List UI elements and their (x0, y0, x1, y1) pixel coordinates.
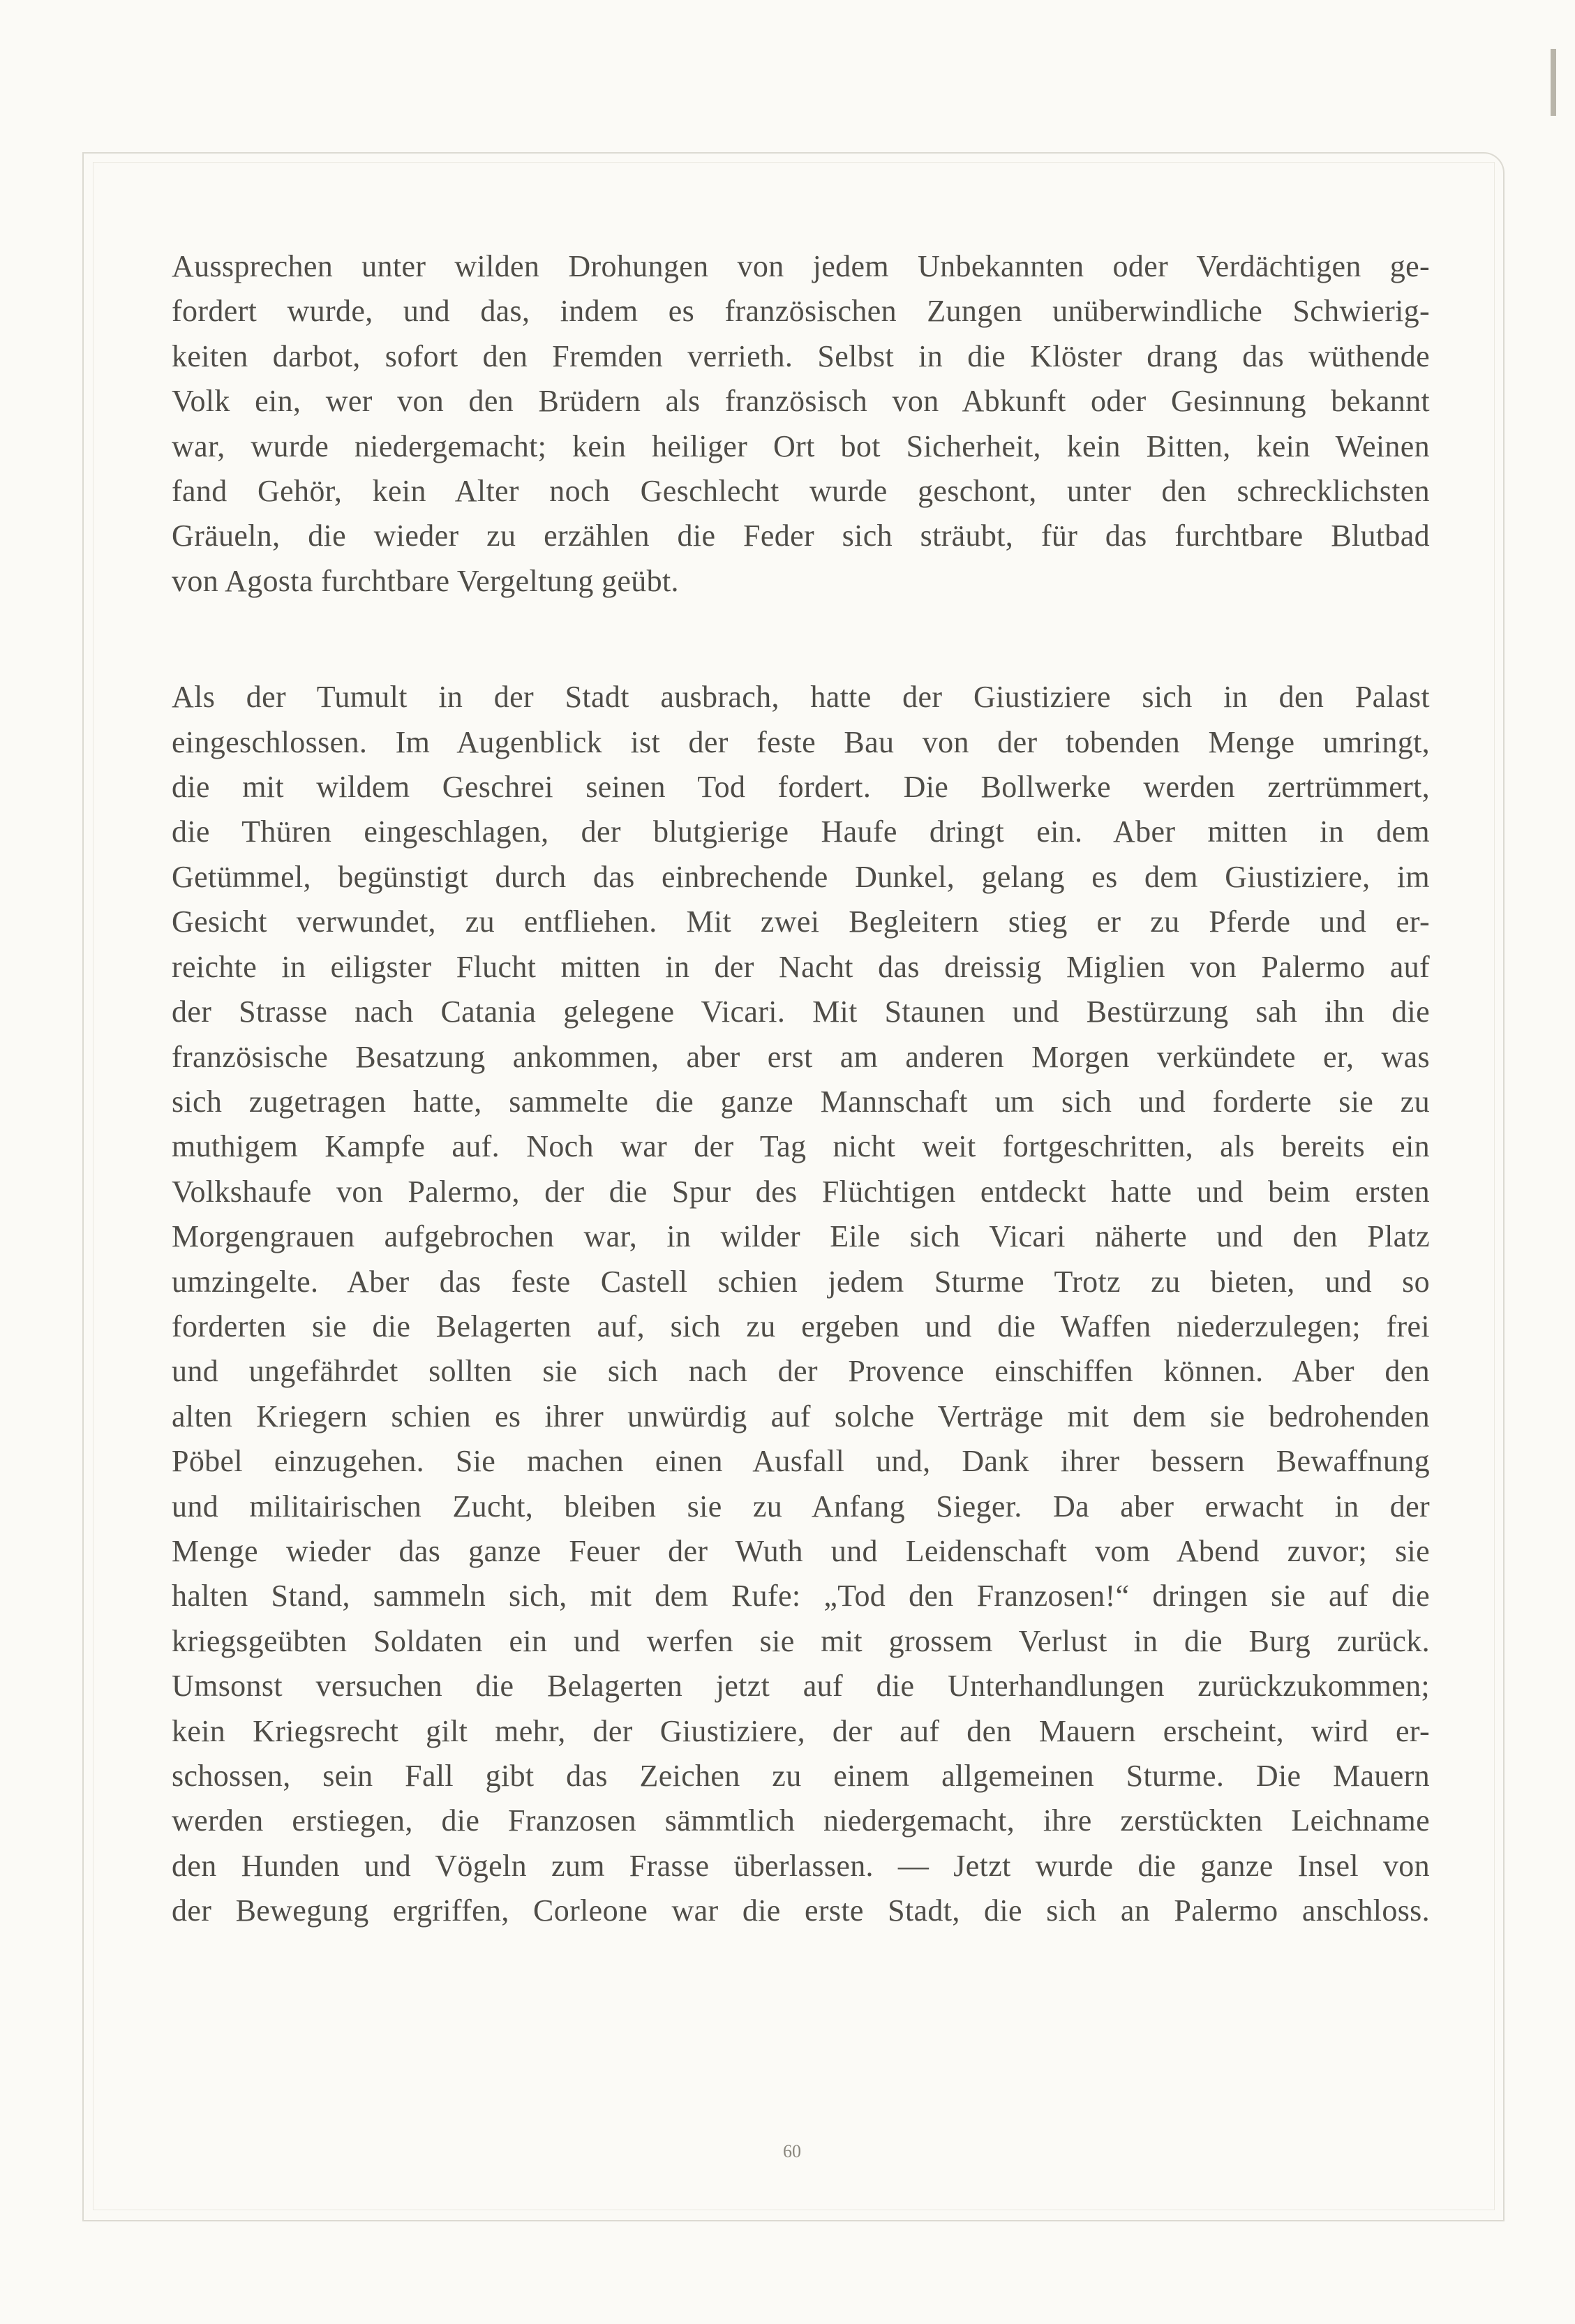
text-line: Menge wieder das ganze Feuer der Wuth und Leidenschaft vom Abend zuvor; sie (172, 1533, 1430, 1568)
text-line: Aussprechen unter wilden Drohungen von jedem Unbekannten oder Verdächtigen ge- (172, 249, 1430, 283)
text-line: Morgengrauen aufgebrochen war, in wilder Eile sich Vicari näherte und den Platz (172, 1219, 1430, 1254)
text-body (172, 244, 1430, 1934)
text-line: eingeschlossen. Im Augenblick ist der feste Bau von der tobenden Menge umringt, (172, 724, 1430, 759)
text-line: keiten darbot, sofort den Fremden verrieth. Selbst in die Klöster drang das wüthende (172, 338, 1430, 373)
text-line: war, wurde niedergemacht; kein heiliger Ort bot Sicherheit, kein Bitten, kein Weinen (172, 429, 1430, 463)
text-line: alten Kriegern schien es ihrer unwürdig auf solche Verträge mit dem sie bedrohenden (172, 1399, 1430, 1433)
text-line: Volk ein, wer von den Brüdern als französisch von Abkunft oder Gesinnung bekannt (172, 384, 1430, 419)
paragraph-2 (172, 675, 1430, 1933)
text-line: der Bewegung ergriffen, Corleone war die erste Stadt, die sich an Palermo anschloss. (172, 1893, 1430, 1928)
text-line: schossen, sein Fall gibt das Zeichen zu einem allgemeinen Sturme. Die Mauern (172, 1759, 1430, 1793)
paragraph-gap (172, 604, 1430, 675)
text-line: kriegsgeübten Soldaten ein und werfen sie mit grossem Verlust in die Burg zurück. (172, 1623, 1430, 1658)
text-line: Volkshaufe von Palermo, der die Spur des Flüchtigen entdeckt hatte und beim ersten (172, 1174, 1430, 1209)
text-line: kein Kriegsrecht gilt mehr, der Giustiziere, der auf den Mauern erscheint, wird er- (172, 1713, 1430, 1748)
text-line: sich zugetragen hatte, sammelte die ganze Mannschaft um sich und forderte sie zu (172, 1084, 1430, 1119)
scan-edge-mark (1551, 49, 1556, 116)
text-line: Als der Tumult in der Stadt ausbrach, hatte der Giustiziere sich in den Palast (172, 680, 1430, 715)
text-line: reichte in eiligster Flucht mitten in der Nacht das dreissig Miglien von Palermo auf (172, 949, 1430, 984)
text-line: französische Besatzung ankommen, aber erst am anderen Morgen verkündete er, was (172, 1039, 1430, 1074)
text-line: umzingelte. Aber das feste Castell schien jedem Sturme Trotz zu bieten, und so (172, 1264, 1430, 1299)
text-line: die mit wildem Geschrei seinen Tod fordert. Die Bollwerke werden zertrümmert, (172, 770, 1430, 805)
text-line: von Agosta furchtbare Vergeltung geübt. (172, 563, 679, 598)
text-line: Umsonst versuchen die Belagerten jetzt auf die Unterhandlungen zurückzukommen; (172, 1669, 1430, 1704)
text-line: Gesicht verwundet, zu entfliehen. Mit zwei Begleitern stieg er zu Pferde und er- (172, 904, 1430, 939)
page-number: 60 (783, 2141, 801, 2161)
paragraph-1 (172, 244, 1430, 604)
text-line: forderten sie die Belagerten auf, sich zu ergeben und die Waffen niederzulegen; frei (172, 1309, 1430, 1343)
text-line: fand Gehör, kein Alter noch Geschlecht wurde geschont, unter den schrecklichsten (172, 474, 1430, 509)
text-line: die Thüren eingeschlagen, der blutgierige Haufe dringt ein. Aber mitten in dem (172, 814, 1430, 849)
text-line: und militairischen Zucht, bleiben sie zu Anfang Sieger. Da aber erwacht in der (172, 1489, 1430, 1524)
text-line: den Hunden und Vögeln zum Frasse überlassen. — Jetzt wurde die ganze Insel von (172, 1848, 1430, 1883)
text-line: Pöbel einzugehen. Sie machen einen Ausfall und, Dank ihrer bessern Bewaffnung (172, 1444, 1430, 1479)
text-line: halten Stand, sammeln sich, mit dem Rufe: „Tod den Franzosen!“ dringen sie auf die (172, 1579, 1430, 1614)
text-line: der Strasse nach Catania gelegene Vicari. Mit Staunen und Bestürzung sah ihn die (172, 995, 1430, 1029)
text-line: muthigem Kampfe auf. Noch war der Tag nicht weit fortgeschritten, als bereits ein (172, 1129, 1430, 1164)
text-line: Getümmel, begünstigt durch das einbrechende Dunkel, gelang es dem Giustiziere, im (172, 859, 1430, 894)
text-line: werden erstiegen, die Franzosen sämmtlich niedergemacht, ihre zerstückten Leichname (172, 1803, 1430, 1838)
text-line: Gräueln, die wieder zu erzählen die Feder sich sträubt, für das furchtbare Blutbad (172, 519, 1430, 553)
text-line: und ungefährdet sollten sie sich nach der Provence einschiffen können. Aber den (172, 1354, 1430, 1389)
text-line: fordert wurde, und das, indem es französischen Zungen unüberwindliche Schwierig- (172, 294, 1430, 329)
